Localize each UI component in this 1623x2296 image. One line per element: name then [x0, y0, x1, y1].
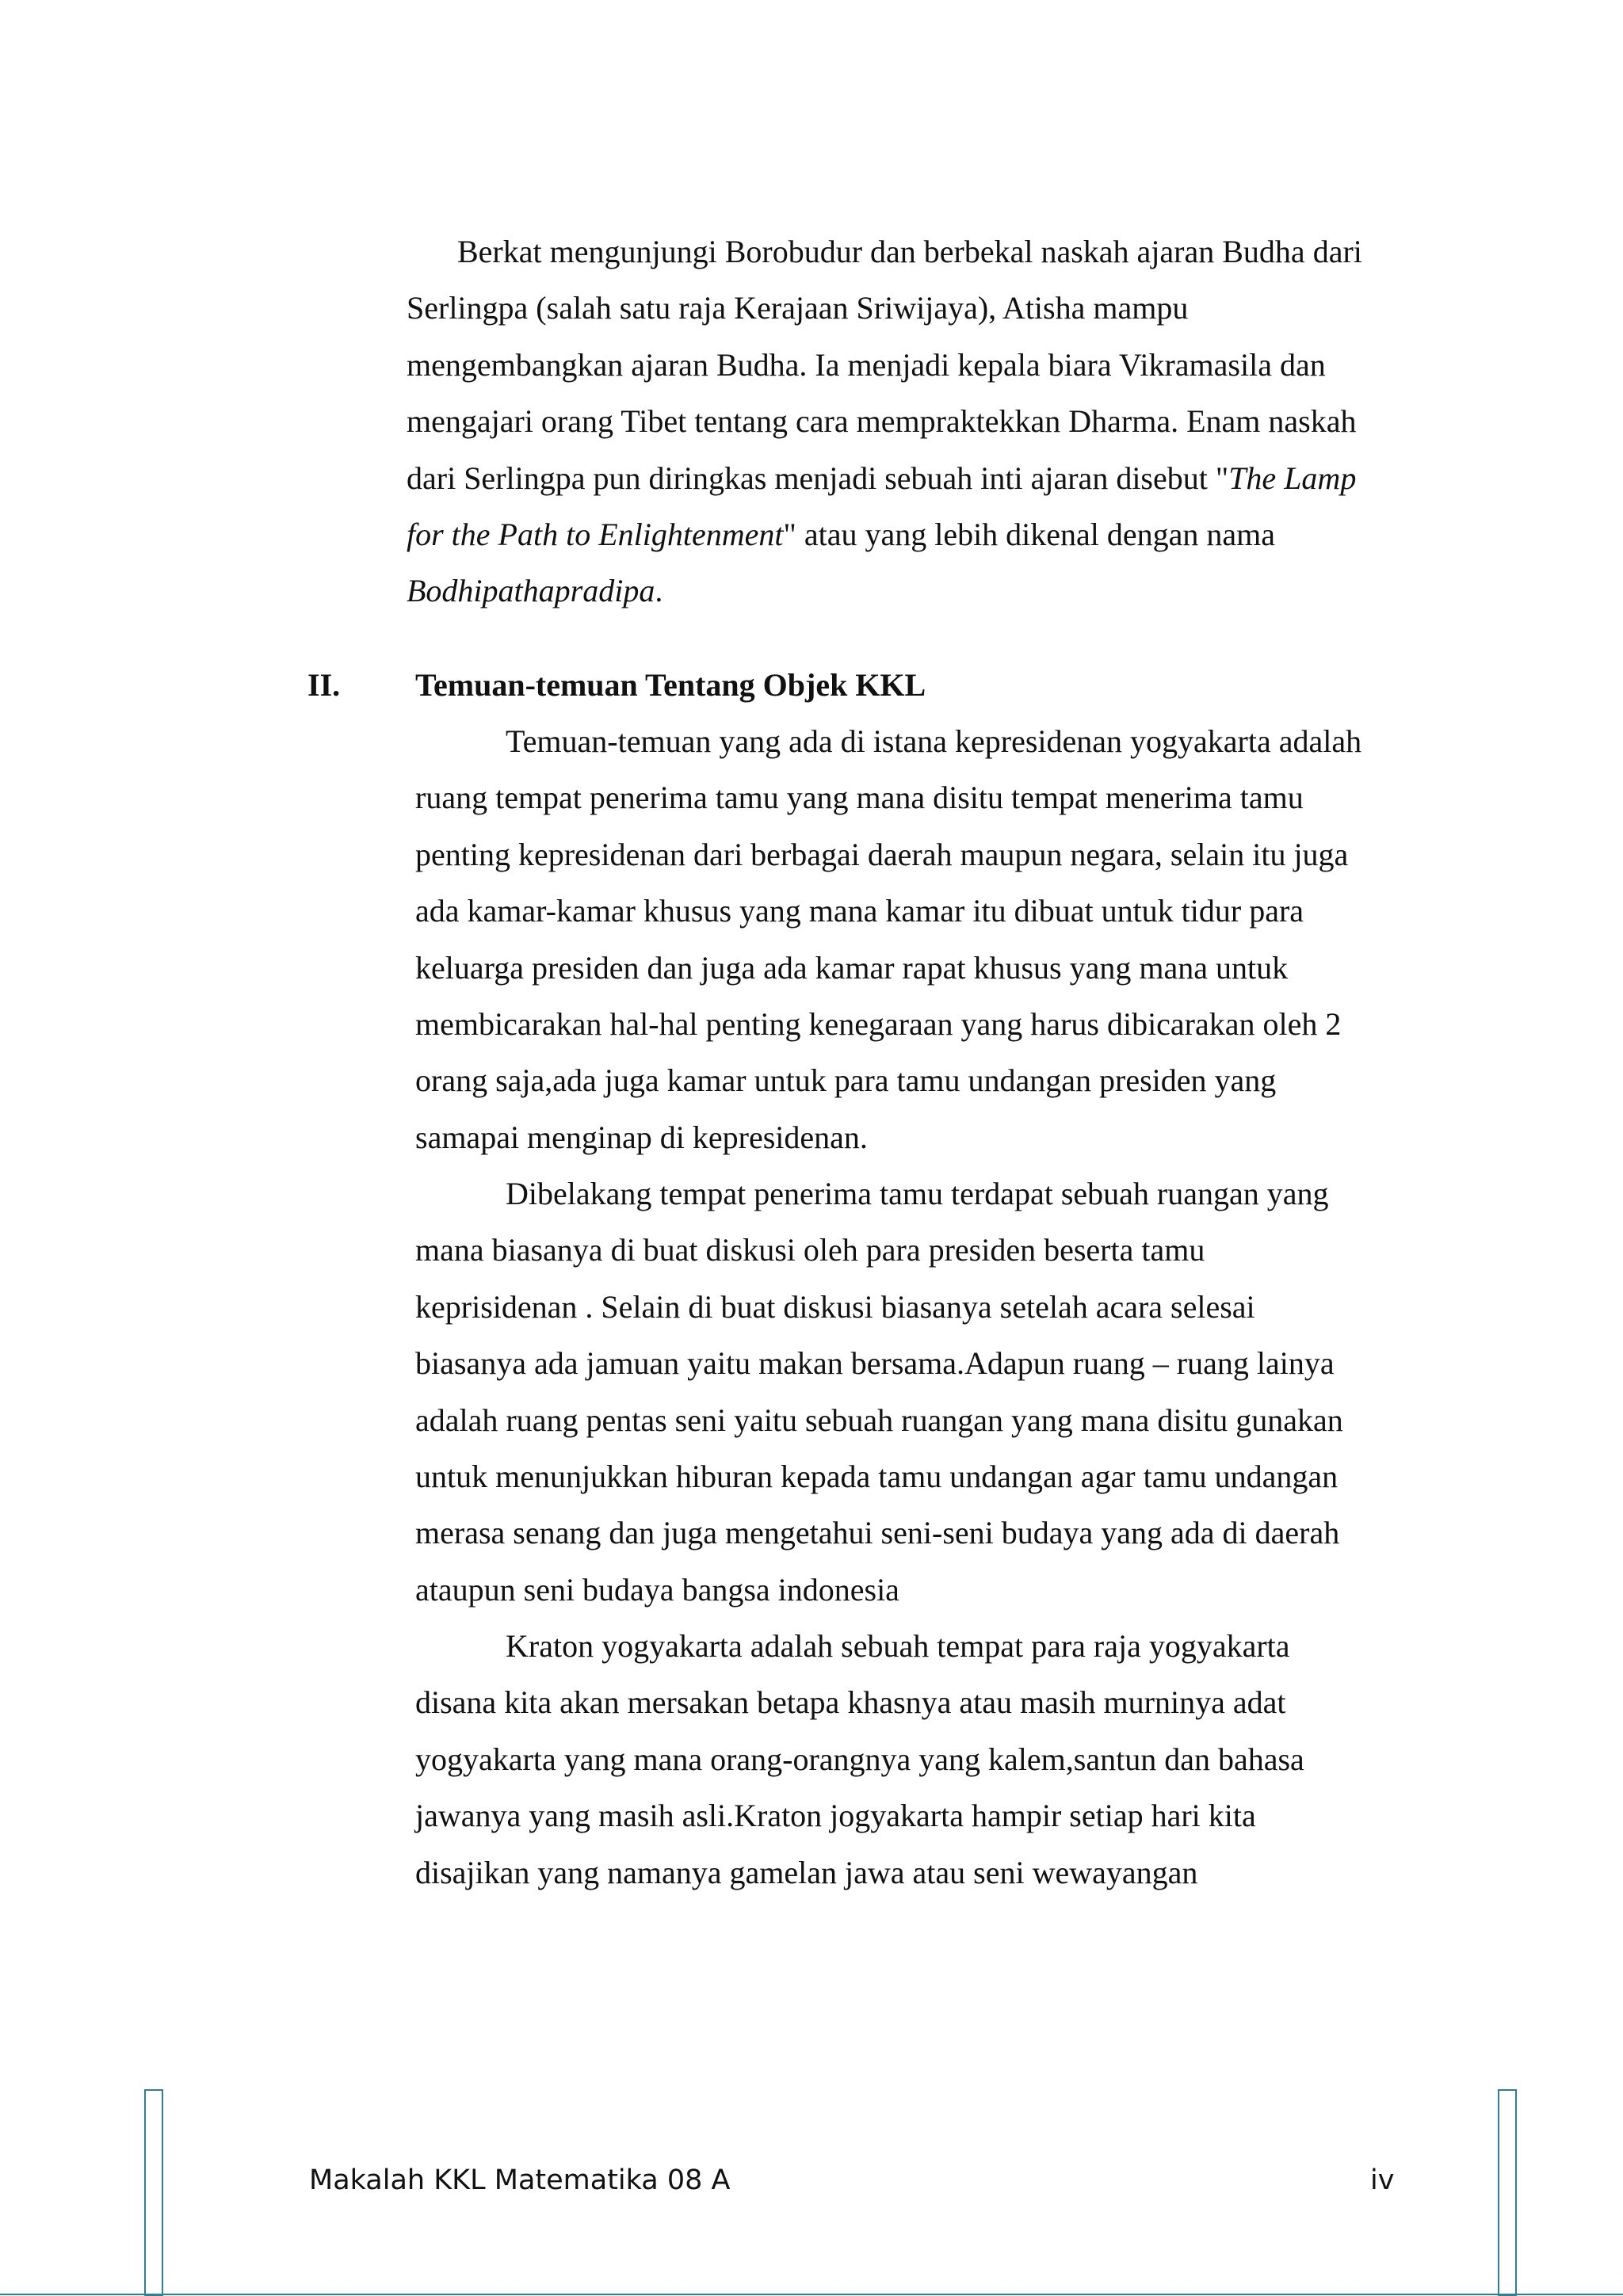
text-line: Temuan-temuan yang ada di istana kepresidenan yogyakarta adalah: [506, 723, 1362, 759]
text-line: keluarga presiden dan juga ada kamar rapat khusus yang mana untuk: [415, 949, 1289, 986]
text-run: .: [655, 573, 663, 609]
text-line: Kraton yogyakarta adalah sebuah tempat para raja yogyakarta: [506, 1628, 1290, 1664]
italic-text-run: The Lamp: [1228, 460, 1357, 496]
text-line: biasanya ada jamuan yaitu makan bersama.Adapun ruang – ruang lainya: [415, 1345, 1335, 1382]
intro-paragraph: [407, 223, 1397, 620]
footer-title: Makalah KKL Matematika 08 A: [309, 2164, 731, 2196]
text-line: jawanya yang masih asli.Kraton jogyakarta hampir setiap hari kita: [415, 1798, 1256, 1834]
text-line: mengembangkan ajaran Budha. Ia menjadi kepala biara Vikramasila dan: [407, 346, 1326, 383]
text-line: [407, 563, 1397, 619]
section-paragraph: [415, 1618, 1406, 1901]
text-run: dari Serlingpa pun diringkas menjadi sebuah inti ajaran disebut ": [407, 460, 1229, 496]
text-line: disana kita akan mersakan betapa khasnya atau masih murninya adat: [415, 1684, 1286, 1721]
text-line: keprisidenan . Selain di buat diskusi biasanya setelah acara selesai: [415, 1288, 1255, 1325]
section-heading: Temuan-temuan Tentang Objek KKL: [415, 667, 926, 703]
section-number: II.: [307, 667, 341, 703]
text-line: mana biasanya di buat diskusi oleh para presiden beserta tamu: [415, 1232, 1205, 1268]
text-line: mengajari orang Tibet tentang cara mempraktekkan Dharma. Enam naskah: [407, 403, 1357, 440]
text-line: orang saja,ada juga kamar untuk para tamu undangan presiden yang: [415, 1062, 1277, 1099]
text-line: disajikan yang namanya gamelan jawa atau seni wewayangan: [415, 1854, 1198, 1890]
text-line: Serlingpa (salah satu raja Kerajaan Sriwijaya), Atisha mampu: [407, 290, 1189, 326]
text-line: ruang tempat penerima tamu yang mana disitu tempat menerima tamu: [415, 780, 1304, 816]
text-run: " atau yang lebih dikenal dengan nama: [783, 517, 1276, 553]
text-line: adalah ruang pentas seni yaitu sebuah ruangan yang mana disitu gunakan: [415, 1402, 1343, 1438]
text-line: merasa senang dan juga mengetahui seni-seni budaya yang ada di daerah: [415, 1515, 1340, 1551]
text-line: samapai menginap di kepresidenan.: [415, 1119, 868, 1155]
text-line: membicarakan hal-hal penting kenegaraan yang harus dibicarakan oleh 2: [415, 1006, 1342, 1043]
text-line: penting kepresidenan dari berbagai daerah maupun negara, selain itu juga: [415, 836, 1349, 872]
section-paragraph: [415, 1165, 1406, 1618]
text-line: Berkat mengunjungi Borobudur dan berbekal naskah ajaran Budha dari: [457, 234, 1362, 269]
text-line: untuk menunjukkan hiburan kepada tamu undangan agar tamu undangan: [415, 1459, 1338, 1495]
footer-left-border-bar: [144, 2089, 163, 2296]
page-number: iv: [1370, 2164, 1395, 2196]
footer-right-border-bar: [1498, 2089, 1517, 2296]
italic-text-run: for the Path to Enlightenment: [407, 517, 784, 553]
section-paragraph: [415, 713, 1406, 1165]
footer-bottom-rule: [0, 2294, 1623, 2295]
text-line: ada kamar-kamar khusus yang mana kamar itu dibuat untuk tidur para: [415, 893, 1304, 929]
text-line: [407, 450, 1397, 506]
text-line: [407, 506, 1397, 563]
italic-text-run: Bodhipathapradipa: [407, 573, 655, 609]
text-line: Dibelakang tempat penerima tamu terdapat sebuah ruangan yang: [506, 1176, 1329, 1211]
text-line: yogyakarta yang mana orang-orangnya yang kalem,santun dan bahasa: [415, 1741, 1304, 1777]
text-line: ataupun seni budaya bangsa indonesia: [415, 1571, 899, 1608]
